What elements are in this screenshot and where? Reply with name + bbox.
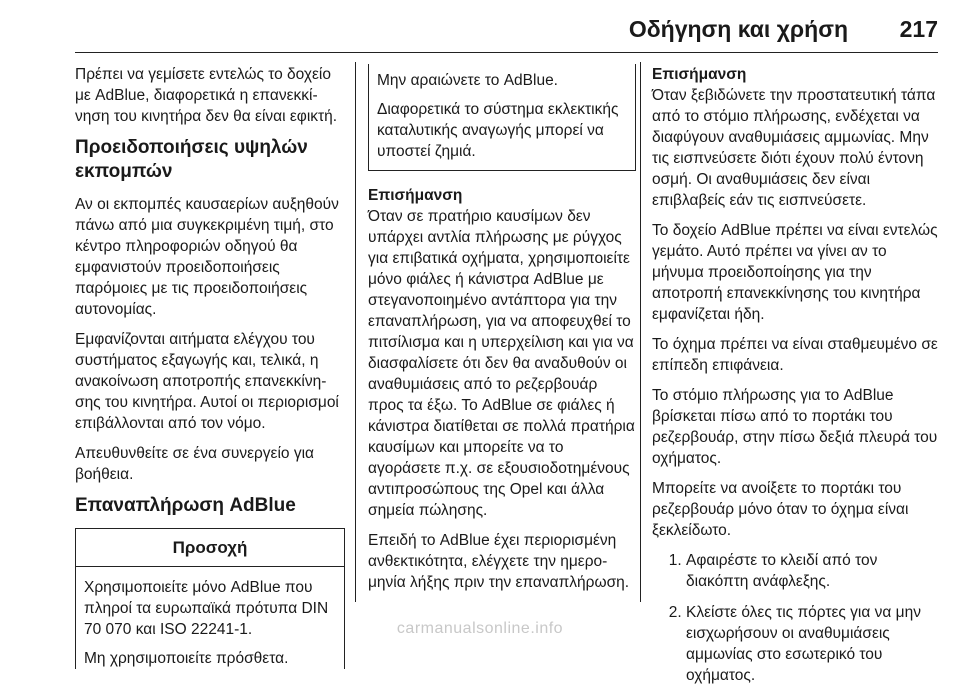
paragraph-fuel-door: Μπορείτε να ανοίξετε το πορτάκι του ρεζερβουάρ μόνο όταν το όχημα είναι ξεκλείδωτο. xyxy=(652,480,909,539)
note-paragraph-1: Όταν σε πρατήριο καυσίμων δεν υπάρχει αντλία πλήρωσης με ρύγχος για επιβατικά οχήματα, χρησιμοποιείτε μόνο φιάλες ή κάνιστρα AdBlue με στεγανοποιημένο αντάπτορα για την επαναπλήρωση, για να αποφευχθεί το πιτσίλισμα και η υπερχείλιση και για να διασφαλίσετε ότι δεν θα αναδυθούν οι αναθυμιάσεις από το ρεζερβουάρ προς τα έξω. Το AdBlue σε φιάλες ή κάνιστρα διατίθεται σε πολλά πρατήρια καυσίμων και μπορείτε να το αγοράσετε π.χ. σε εξουσιοδοτημένους αντιπροσώπους της Opel και άλλα σημεία πώλησης. xyxy=(368,208,635,519)
section-title: Οδήγηση και χρήση xyxy=(628,16,848,42)
caution-title: Προσοχή xyxy=(76,529,344,567)
note-paragraph: Όταν ξεβιδώνετε την προστατευτική τάπα από το στόμιο πλήρωσης, ενδέχεται να διαφύγουν αναθυμιάσεις αμμωνίας. Μην τις εισπνεύσετε διότι έχουν πολύ έντονη οσμή. Οι αναθυμιάσεις δεν είναι επιβλαβείς εάν τις εισπνεύσετε. xyxy=(652,87,936,209)
caution-paragraph-2: Μη χρησιμοποιείτε πρόσθετα. xyxy=(84,650,289,667)
column-divider-left xyxy=(355,62,356,602)
column-divider-right xyxy=(640,62,641,602)
heading-refill-adblue: Επαναπλήρωση AdBlue xyxy=(75,495,296,516)
step-item: 2. Κλείστε όλες τις πόρτες για να μην εισχωρήσουν οι αναθυμιάσεις αμμωνίας στο εσωτερικό του οχήματος. xyxy=(686,602,942,686)
page-header xyxy=(0,0,960,50)
column-1 xyxy=(75,64,345,677)
steps-list xyxy=(652,550,942,686)
column-3 xyxy=(652,64,942,696)
caution-paragraph-3: Μην αραιώνετε το AdBlue. xyxy=(377,72,558,89)
caution-box-continued xyxy=(368,64,636,171)
emissions-paragraph-3: Απευθυνθείτε σε ένα συνεργείο για βοήθεια. xyxy=(75,445,314,483)
note-block-2 xyxy=(652,64,942,211)
paragraph-filler-location: Το στόμιο πλήρωσης για το AdBlue βρίσκεται πίσω από το πορτάκι του ρεζερβουάρ, στην πίσω δεξιά πλευρά του οχήματος. xyxy=(652,387,938,467)
caution-body xyxy=(76,567,344,669)
header-rule xyxy=(75,52,938,53)
note-paragraph-2: Επειδή το AdBlue έχει περιορισμένη ανθεκτικότητα, ελέγχετε την ημερομηνία λήξης πριν την επαναπλήρωση. xyxy=(368,532,630,591)
step-item: 1. Αφαιρέστε το κλειδί από τον διακόπτη ανάφλεξης. xyxy=(686,550,942,592)
column-2 xyxy=(368,64,636,602)
caution-paragraph-1: Χρησιμοποιείτε μόνο AdBlue που πληροί τα ευρωπαϊκά πρότυπα DIN 70 070 και ISO 22241-1. xyxy=(84,579,329,638)
caution-box xyxy=(75,528,345,669)
note-block-1 xyxy=(368,185,636,593)
caution-paragraph-4: Διαφορετικά το σύστημα εκλεκτικής καταλυτικής αναγωγής μπορεί να υποστεί ζημιά. xyxy=(377,101,619,160)
page-number: 217 xyxy=(899,16,938,42)
emissions-paragraph-2: Εμφανίζονται αιτήματα ελέγχου του συστήματος εξαγωγής και, τελικά, η ανακοίνωση αποτροπής επανεκκίνησης του κινητήρα. Αυτοί οι περιορισμοί επιβάλλονται από τον νόμο. xyxy=(75,331,339,432)
paragraph-full-tank: Το δοχείο AdBlue πρέπει να είναι εντελώς γεμάτο. Αυτό πρέπει να γίνει αν το μήνυμα προειδοποίησης για την αποτροπή επανεκκίνησης του κινητήρα εμφανίζεται ήδη. xyxy=(652,222,938,323)
note-title: Επισήμανση xyxy=(368,187,463,204)
intro-paragraph: Πρέπει να γεμίσετε εντελώς το δοχείο με AdBlue, διαφορετικά η επανεκκίνηση του κινητήρα δεν θα είναι εφικτή. xyxy=(75,66,338,125)
paragraph-parked: Το όχημα πρέπει να είναι σταθμευμένο σε επίπεδη επιφάνεια. xyxy=(652,336,938,374)
watermark: carmanualsonline.info xyxy=(396,620,564,637)
note-title: Επισήμανση xyxy=(652,66,747,83)
heading-high-emissions: Προειδοποιήσεις υψηλών εκπομπών xyxy=(75,137,308,182)
emissions-paragraph-1: Αν οι εκπομπές καυσαερίων αυξηθούν πάνω από μια συγκεκριμένη τιμή, στο κέντρο πληροφοριών οδηγού θα εμφανιστούν προειδοποιήσεις παρόμοιες με τις προειδοποιήσεις αυτονομίας. xyxy=(75,196,339,318)
